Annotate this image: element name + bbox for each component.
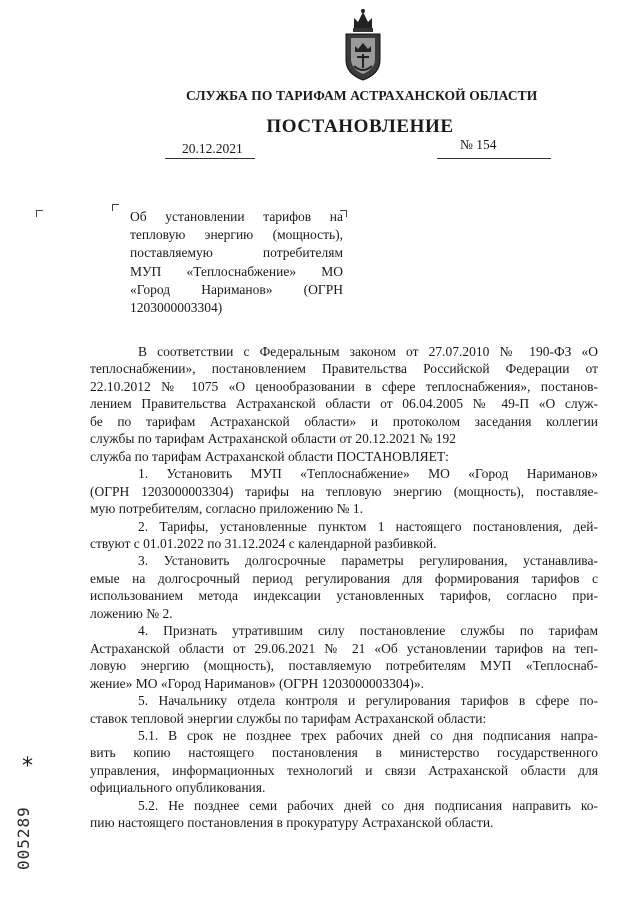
subject-line: Об установлении тарифов на xyxy=(130,209,343,224)
body-line: 2. Тарифы, установленные пунктом 1 настоящего постановления, дей- xyxy=(138,518,598,534)
subject-line: поставляемую потребителям xyxy=(130,245,343,261)
body-line: мую потребителям, согласно приложению № 1. xyxy=(90,501,364,517)
margin-asterisk: * xyxy=(22,754,33,779)
body-line: 5.2. Не позднее семи рабочих дней со дня подписания направить ко- xyxy=(138,797,598,813)
body-line: официального опубликования. xyxy=(90,780,266,796)
stamp-number-text: 005289 xyxy=(14,806,33,870)
body-line: пию настоящего постановления в прокуратуру Астраханской области. xyxy=(90,815,494,831)
body-line: 3. Установить долгосрочные параметры регулирования, устанавлива- xyxy=(138,553,598,569)
body-line: Астраханской области от 29.06.2021 № 21 «Об установлении тарифов на теп- xyxy=(90,640,598,656)
date-underline xyxy=(165,158,255,159)
body-line: теплоснабжении», постановлением Правительства Российской Федерации от xyxy=(90,361,598,377)
body-line: использованием метода индексации установленных тарифов, согласно при- xyxy=(90,588,598,604)
body-line: (ОГРН 1203000003304) тарифы на тепловую энергию (мощность), поставляе- xyxy=(90,483,598,499)
body-line: В соответствии с Федеральным законом от 27.07.2010 № 190-ФЗ «О xyxy=(138,344,598,359)
body-line: управления, информационных технологий и связи Астраханской области для xyxy=(90,762,598,778)
body-line: лением Правительства Астраханской области от 06.04.2005 № 49-П «О служ- xyxy=(90,396,598,412)
coat-of-arms-icon xyxy=(340,8,386,82)
body-line: 5.1. В срок не позднее трех рабочих дней со дня подписания напра- xyxy=(138,727,598,743)
organization-name: СЛУЖБА ПО ТАРИФАМ АСТРАХАНСКОЙ ОБЛАСТИ xyxy=(186,88,538,103)
body-line: 22.10.2012 № 1075 «О ценообразовании в сфере теплоснабжения», постанов- xyxy=(90,378,598,394)
number-underline xyxy=(437,158,551,159)
document-body xyxy=(90,343,598,832)
document-subject xyxy=(130,208,343,317)
body-line: службы по тарифам Астраханской области от 20.12.2021 № 192 xyxy=(90,431,456,447)
body-line: бе по тарифам Астраханской области» и протоколом заседания коллегии xyxy=(90,413,598,429)
body-line: ловую энергию (мощность), поставляемую потребителям МУП «Теплоснаб- xyxy=(90,658,598,674)
subject-line: 1203000003304) xyxy=(130,300,223,316)
registration-stamp-number xyxy=(14,790,40,880)
subject-line: МУП «Теплоснабжение» МО xyxy=(130,263,343,279)
body-line: 5. Начальнику отдела контроля и регулирования тарифов в сфере по- xyxy=(138,693,598,709)
body-line: 1. Установить МУП «Теплоснабжение» МО «Город Нариманов» xyxy=(138,466,598,482)
body-line: ложению № 2. xyxy=(90,605,173,621)
body-line: ствуют с 01.01.2022 по 31.12.2024 с календарной разбивкой. xyxy=(90,535,437,551)
document-type-title: ПОСТАНОВЛЕНИЕ xyxy=(266,116,454,137)
left-corner-mark xyxy=(36,210,43,217)
subject-left-corner-mark xyxy=(112,204,119,211)
body-line: емые на долгосрочный период регулирования для формирования тарифов с xyxy=(90,570,598,586)
document-number: № 154 xyxy=(460,137,497,152)
body-line: вить копию настоящего постановления в министерство государственного xyxy=(90,745,598,761)
subject-line: «Город Нариманов» (ОГРН xyxy=(130,281,343,297)
subject-line: тепловую энергию (мощность), xyxy=(130,227,343,243)
body-line: ставок тепловой энергии службы по тарифам Астраханской области: xyxy=(90,710,487,726)
body-line: служба по тарифам Астраханской области ПОСТАНОВЛЯЕТ: xyxy=(90,448,449,464)
body-line: жение» МО «Город Нариманов» (ОГРН 1203000003304)». xyxy=(90,675,424,691)
document-date: 20.12.2021 xyxy=(182,141,243,156)
body-line: 4. Признать утратившим силу постановление службы по тарифам xyxy=(138,623,598,639)
